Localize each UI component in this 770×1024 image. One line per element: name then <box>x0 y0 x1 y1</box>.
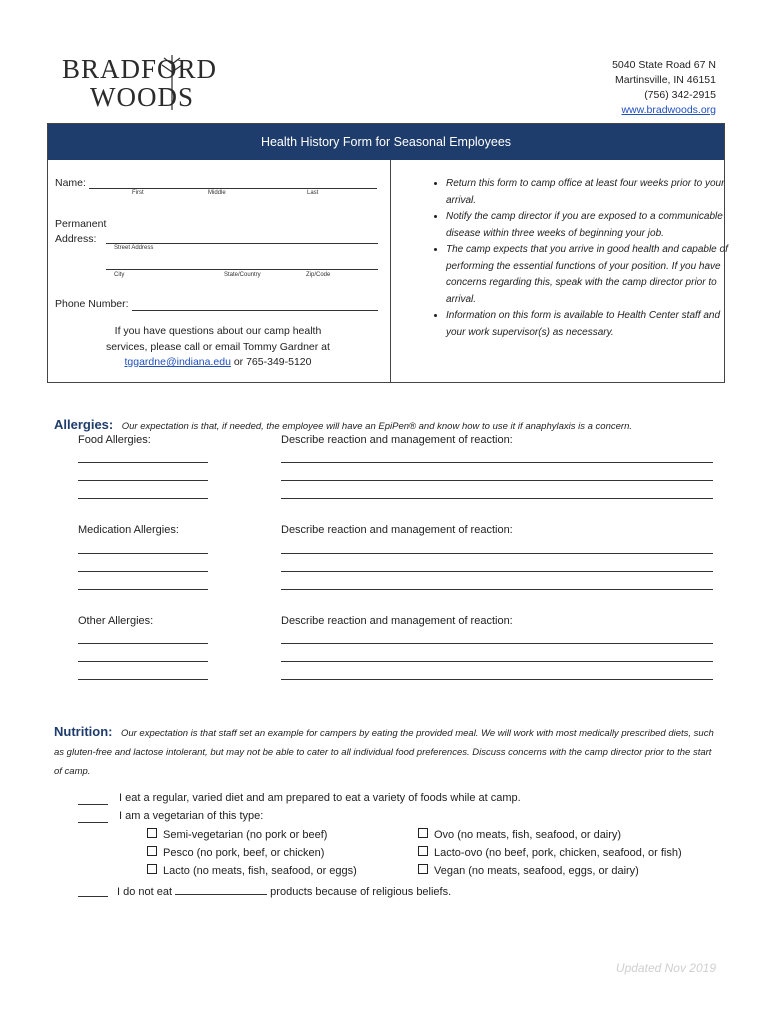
website-link[interactable]: www.bradwoods.org <box>621 104 716 116</box>
veg-option-label: Lacto-ovo (no beef, pork, chicken, seafood, or fish) <box>434 847 682 859</box>
address-street: 5040 State Road 67 N <box>612 59 716 71</box>
reaction-blank[interactable] <box>281 661 713 662</box>
veg-option-label: Ovo (no meats, fish, seafood, or dairy) <box>434 829 622 841</box>
zip-label: Zip/Code <box>306 272 331 278</box>
contact-email-link[interactable]: tggardne@indiana.edu <box>124 356 231 368</box>
updated-date: Updated Nov 2019 <box>615 961 716 975</box>
veg-option-label: Semi-vegetarian (no pork or beef) <box>163 829 328 841</box>
bradford-woods-logo <box>62 50 217 112</box>
instruction-item: • Notify the camp director if you are exposed to a communicable disease within three weeks of beginning your job. <box>446 209 736 242</box>
reaction-blank[interactable] <box>281 679 713 680</box>
reaction-blank[interactable] <box>281 589 713 590</box>
contact-info <box>78 324 358 371</box>
allergy-blank[interactable] <box>78 589 208 590</box>
reaction-blank[interactable] <box>281 480 713 481</box>
contact-phone: or 765-349-5120 <box>233 356 312 368</box>
phone-field[interactable] <box>132 310 378 311</box>
vegetarian-blank[interactable] <box>78 822 108 823</box>
allergy-blank[interactable] <box>78 679 208 680</box>
other-describe-label: Describe reaction and management of reaction: <box>281 615 513 627</box>
instruction-item: • The camp expects that you arrive in good health and capable of performing the essential functions of your position. If you have concerns regarding this, speak with the camp director prior to arrival. <box>446 242 736 308</box>
veg-option-lacto-ovo[interactable] <box>418 846 682 859</box>
veg-option-semi[interactable] <box>147 828 327 841</box>
instruction-item: • Information on this form is available to Health Center staff and your work supervisor(s) as necessary. <box>446 308 736 341</box>
regular-diet-text: I eat a regular, varied diet and am prepared to eat a variety of foods while at camp. <box>119 792 521 804</box>
veg-option-vegan[interactable] <box>418 864 639 877</box>
box-divider <box>390 160 391 382</box>
logo-text-bottom: WOODS <box>90 82 194 112</box>
allergy-blank[interactable] <box>78 643 208 644</box>
contact-line-1: If you have questions about our camp health <box>114 325 322 337</box>
veg-option-label: Vegan (no meats, seafood, eggs, or dairy) <box>434 865 639 877</box>
nutrition-note: Our expectation is that staff set an example for campers by eating the provided meal. We will work with most medically prescribed diets, such as gluten-free and lactose intolerant, but may not be able to cater to all individual food preferences. Discuss concerns with the camp director prior to the start of camp. <box>54 728 714 777</box>
logo-text-top: BRADFORD <box>62 54 217 84</box>
medication-allergies-label: Medication Allergies: <box>78 524 179 536</box>
address-city: Martinsville, IN 46151 <box>615 74 716 86</box>
allergy-blank[interactable] <box>78 498 208 499</box>
checkbox-icon[interactable] <box>418 846 428 856</box>
address-label: Address: <box>55 233 97 245</box>
checkbox-icon[interactable] <box>418 828 428 838</box>
reaction-blank[interactable] <box>281 553 713 554</box>
allergy-blank[interactable] <box>78 480 208 481</box>
employee-info-box <box>47 123 728 383</box>
religious-text <box>117 884 451 898</box>
instruction-item: • Return this form to camp office at least four weeks prior to your arrival. <box>446 176 736 209</box>
name-label: Name: <box>55 177 86 189</box>
street-address-field[interactable] <box>106 243 378 244</box>
street-address-label: Street Address <box>114 245 154 251</box>
regular-diet-blank[interactable] <box>78 804 108 805</box>
last-label: Last <box>307 190 319 196</box>
nutrition-header: Nutrition: Our expectation is that staff set an example for campers by eating the provided meal. We will work with most medically prescribed diets, such as gluten-free and lactose intolerant, but may not be able to cater to all individual food preferences. Discuss concerns with the camp director prior to the start of camp. <box>54 724 714 777</box>
allergies-header: Allergies: Our expectation is that, if needed, the employee will have an EpiPen® and know how to use it if anaphylaxis is a concern. <box>54 417 632 432</box>
form-title: Health History Form for Seasonal Employees <box>48 124 724 160</box>
camp-address <box>612 58 716 118</box>
permanent-label: Permanent <box>55 218 107 230</box>
veg-option-lacto[interactable] <box>147 864 357 877</box>
checkbox-icon[interactable] <box>147 828 157 838</box>
reaction-blank[interactable] <box>281 498 713 499</box>
logo-graphic <box>62 50 217 112</box>
contact-line-2: services, please call or email Tommy Gardner at <box>106 340 330 353</box>
veg-option-pesco[interactable] <box>147 846 324 859</box>
city-state-zip-field[interactable] <box>106 269 378 270</box>
nutrition-title: Nutrition <box>54 724 109 739</box>
allergy-blank[interactable] <box>78 661 208 662</box>
checkbox-icon[interactable] <box>418 864 428 874</box>
reaction-blank[interactable] <box>281 462 713 463</box>
veg-option-label: Lacto (no meats, fish, seafood, or eggs) <box>163 865 357 877</box>
allergy-blank[interactable] <box>78 553 208 554</box>
medication-describe-label: Describe reaction and management of reaction: <box>281 524 513 536</box>
city-label: City <box>114 272 125 278</box>
allergy-blank[interactable] <box>78 462 208 463</box>
address-phone: (756) 342-2915 <box>644 89 716 101</box>
food-allergies-label: Food Allergies: <box>78 434 151 446</box>
veg-option-ovo[interactable] <box>418 828 621 841</box>
other-allergies-label: Other Allergies: <box>78 615 154 627</box>
state-label: State/Country <box>224 272 261 278</box>
religious-text-pre: I do not eat <box>117 886 173 898</box>
products-blank[interactable] <box>175 884 267 895</box>
religious-blank[interactable] <box>78 896 108 897</box>
phone-label: Phone Number: <box>55 298 129 310</box>
religious-text-post: products because of religious beliefs. <box>270 886 452 898</box>
vegetarian-text: I am a vegetarian of this type: <box>119 810 264 822</box>
veg-option-label: Pesco (no pork, beef, or chicken) <box>163 847 325 859</box>
allergies-title: Allergies <box>54 417 109 432</box>
reaction-blank[interactable] <box>281 571 713 572</box>
allergies-note: Our expectation is that, if needed, the employee will have an EpiPen® and know how to use it if anaphylaxis is a concern. <box>121 421 632 432</box>
middle-label: Middle <box>208 190 226 196</box>
first-label: First <box>132 190 144 196</box>
instructions-list <box>426 176 736 341</box>
checkbox-icon[interactable] <box>147 846 157 856</box>
reaction-blank[interactable] <box>281 643 713 644</box>
name-field[interactable] <box>89 188 377 189</box>
checkbox-icon[interactable] <box>147 864 157 874</box>
allergy-blank[interactable] <box>78 571 208 572</box>
food-describe-label: Describe reaction and management of reaction: <box>281 434 513 446</box>
